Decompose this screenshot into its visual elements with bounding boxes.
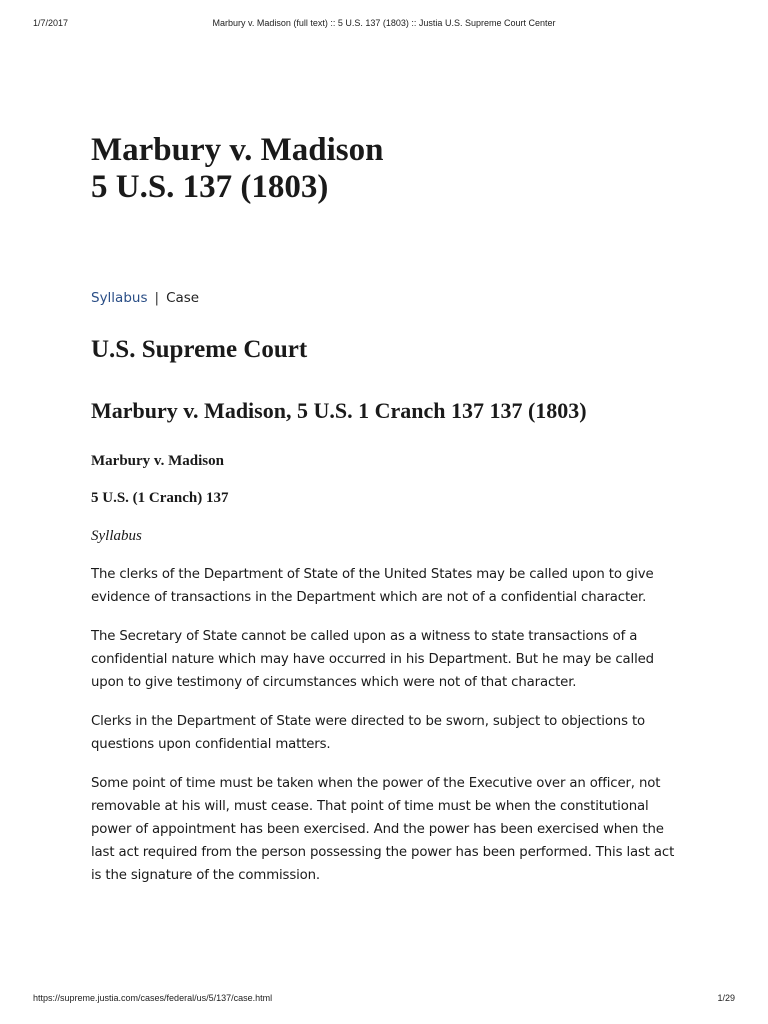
syllabus-paragraph: Some point of time must be taken when the power of the Executive over an officer, not removable at his will, must cease. That point of time must be when the constitutional power of appointment has been exercised. And the power has been exercised when the last act required from the person possessing the power has been performed. This last act is the signature of the commission.	[91, 776, 675, 883]
case-title-name: Marbury v. Madison	[91, 132, 384, 168]
document-content	[91, 132, 691, 887]
print-footer	[0, 993, 768, 1007]
party-heading: Marbury v. Madison	[91, 453, 224, 469]
cranch-heading: 5 U.S. (1 Cranch) 137	[91, 490, 229, 506]
print-page-title: Marbury v. Madison (full text) :: 5 U.S. 137 (1803) :: Justia U.S. Supreme Court Center	[212, 18, 556, 28]
print-url: https://supreme.justia.com/cases/federal/us/5/137/case.html	[33, 993, 273, 1003]
syllabus-label: Syllabus	[91, 528, 142, 544]
syllabus-link[interactable]: Syllabus	[91, 290, 148, 306]
print-page-number: 1/29	[717, 993, 735, 1003]
print-date: 1/7/2017	[33, 18, 69, 28]
syllabus-paragraph: The clerks of the Department of State of the United States may be called upon to give evidence of transactions in the Department which are not of a confidential character.	[91, 567, 654, 605]
syllabus-paragraph: The Secretary of State cannot be called upon as a witness to state transactions of a confidential nature which may have occurred in his Department. But he may be called upon to give testimony of circumstances which were not of that character.	[91, 629, 654, 690]
case-tab-label: Case	[166, 290, 200, 306]
subnav-separator: |	[154, 290, 160, 306]
citation-heading: Marbury v. Madison, 5 U.S. 1 Cranch 137 137 (1803)	[91, 398, 587, 423]
syllabus-paragraph: Clerks in the Department of State were directed to be sworn, subject to objections to questions upon confidential matters.	[91, 714, 645, 752]
court-heading: U.S. Supreme Court	[91, 336, 308, 363]
case-title-citation: 5 U.S. 137 (1803)	[91, 169, 329, 205]
print-header	[0, 18, 768, 32]
case-subnav	[91, 289, 691, 307]
case-title	[91, 132, 691, 206]
